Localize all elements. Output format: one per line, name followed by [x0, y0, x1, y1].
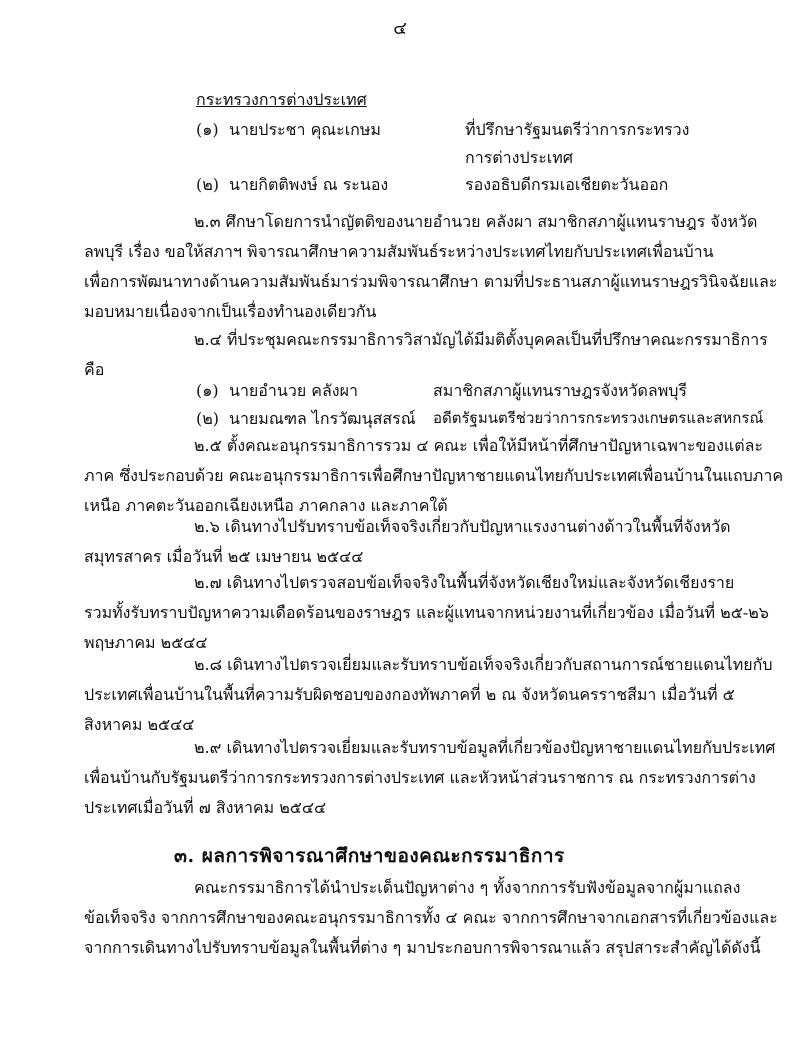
ministry-member-row: [0, 120, 800, 142]
advisor-row: [0, 409, 800, 431]
paragraph-line: รวมทั้งรับทราบปัญหาความเดือดร้อนของราษฎร และผู้แทนจากหน่วยงานที่เกี่ยวข้อง เมื่อวันที่ ๒๕-๒๖: [84, 603, 769, 622]
paragraph-line: ลพบุรี เรื่อง ขอให้สภาฯ พิจารณาศึกษาความสัมพันธ์ระหว่างประเทศไทยกับประเทศเพื่อนบ้าน: [84, 242, 714, 261]
advisor-number: (๑): [196, 381, 219, 400]
member-role: รองอธิบดีกรมเอเชียตะวันออก: [465, 175, 669, 194]
paragraph-line: ๒.๗ เดินทางไปตรวจสอบข้อเท็จจริงในพื้นที่จังหวัดเชียงใหม่และจังหวัดเชียงราย: [194, 573, 735, 592]
ministry-member-role-cont: [0, 148, 800, 170]
paragraph-line: ๒.๖ เดินทางไปรับทราบข้อเท็จจริงเกี่ยวกับปัญหาแรงงานต่างด้าวในพื้นที่จังหวัด: [194, 517, 731, 536]
paragraph-2-8: [84, 655, 773, 745]
advisor-name: นายอำนวย คลังผา: [229, 381, 358, 400]
ministry-member-row: [0, 175, 800, 197]
paragraph-line: ประเทศเพื่อนบ้านในพื้นที่ความรับผิดชอบของกองทัพภาคที่ ๒ ณ จังหวัดนครราชสีมา เมื่อวันที่ ๕: [84, 685, 735, 704]
paragraph-line: คือ: [84, 360, 105, 379]
paragraph-line: คณะกรรมาธิการได้นำประเด็นปัญหาต่าง ๆ ทั้งจากการรับฟังข้อมูลจากผู้มาแถลง: [194, 878, 741, 897]
member-name: นายกิตติพงษ์ ณ ระนอง: [229, 175, 389, 194]
member-role: ที่ปรึกษารัฐมนตรีว่าการกระทรวง: [465, 120, 690, 139]
paragraph-2-3: [84, 212, 778, 332]
paragraph-line: เพื่อการพัฒนาทางด้านความสัมพันธ์มาร่วมพิจารณาศึกษา ตามที่ประธานสภาผู้แทนราษฎรวินิจฉัยและ: [84, 272, 778, 291]
paragraph-line: ข้อเท็จจริง จากการศึกษาของคณะอนุกรรมาธิการทั้ง ๔ คณะ จากการศึกษาจากเอกสารที่เกี่ยวข้องและ: [84, 908, 778, 927]
paragraph-line: ๒.๘ เดินทางไปตรวจเยี่ยมและรับทราบข้อเท็จจริงเกี่ยวกับสถานการณ์ชายแดนไทยกับ: [194, 655, 773, 674]
paragraph-2-5: [84, 436, 784, 526]
paragraph-2-9: [84, 738, 776, 828]
paragraph-2-6: [84, 517, 756, 577]
paragraph-line: เพื่อนบ้านกับรัฐมนตรีว่าการกระทรวงการต่างประเทศ และหัวหน้าส่วนราชการ ณ กระทรวงการต่าง: [84, 768, 756, 787]
paragraph-line: สิงหาคม ๒๕๔๔: [84, 715, 195, 734]
member-role-line2: การต่างประเทศ: [465, 148, 573, 167]
section-3-body: [84, 878, 778, 968]
paragraph-2-7: [84, 573, 769, 663]
paragraph-line: สมุทรสาคร เมื่อวันที่ ๒๕ เมษายน ๒๕๔๔: [84, 547, 364, 566]
advisor-name: นายมณฑล ไกรวัฒนุสสรณ์: [229, 409, 416, 428]
paragraph-line: พฤษภาคม ๒๕๔๔: [84, 633, 208, 652]
paragraph-line: ๒.๓ ศึกษาโดยการนำญัตติของนายอำนวย คลังผา สมาชิกสภาผู้แทนราษฎร จังหวัด: [194, 212, 758, 231]
paragraph-line: ภาค ซึ่งประกอบด้วย คณะอนุกรรมาธิการเพื่อศึกษาปัญหาชายแดนไทยกับประเทศเพื่อนบ้านในแถบภาค: [84, 466, 784, 485]
member-number: (๑): [196, 120, 219, 139]
page-number: ๔: [393, 18, 407, 39]
paragraph-line: ๒.๔ ที่ประชุมคณะกรรมาธิการวิสามัญได้มีมติตั้งบุคคลเป็นที่ปรึกษาคณะกรรมาธิการ: [194, 330, 768, 349]
paragraph-line: ประเทศเมื่อวันที่ ๗ สิงหาคม ๒๕๔๔: [84, 798, 327, 817]
paragraph-line: ๒.๕ ตั้งคณะอนุกรรมาธิการรวม ๔ คณะ เพื่อให้มีหน้าที่ศึกษาปัญหาเฉพาะของแต่ละ: [194, 436, 763, 455]
paragraph-line: มอบหมายเนื่องจากเป็นเรื่องทำนองเดียวกัน: [84, 302, 377, 321]
member-name: นายประชา คุณะเกษม: [229, 120, 381, 139]
section-3-heading: ๓. ผลการพิจารณาศึกษาของคณะกรรมาธิการ: [174, 845, 565, 867]
paragraph-line: จากการเดินทางไปรับทราบข้อมูลในพื้นที่ต่าง ๆ มาประกอบการพิจารณาแล้ว สรุปสาระสำคัญได้ดังนี้: [84, 938, 761, 957]
ministry-heading: กระทรวงการต่างประเทศ: [196, 90, 367, 109]
advisor-role: สมาชิกสภาผู้แทนราษฎรจังหวัดลพบุรี: [433, 381, 687, 400]
paragraph-line: ๒.๙ เดินทางไปตรวจเยี่ยมและรับทราบข้อมูลที่เกี่ยวข้องปัญหาชายแดนไทยกับประเทศ: [194, 738, 776, 757]
member-number: (๒): [196, 175, 220, 194]
advisor-row: [0, 381, 800, 403]
advisor-role: อดีตรัฐมนตรีช่วยว่าการกระทรวงเกษตรและสหกรณ์: [433, 409, 764, 427]
advisor-number: (๒): [196, 409, 220, 428]
paragraph-line: เหนือ ภาคตะวันออกเฉียงเหนือ ภาคกลาง และภาคใต้: [84, 496, 448, 515]
